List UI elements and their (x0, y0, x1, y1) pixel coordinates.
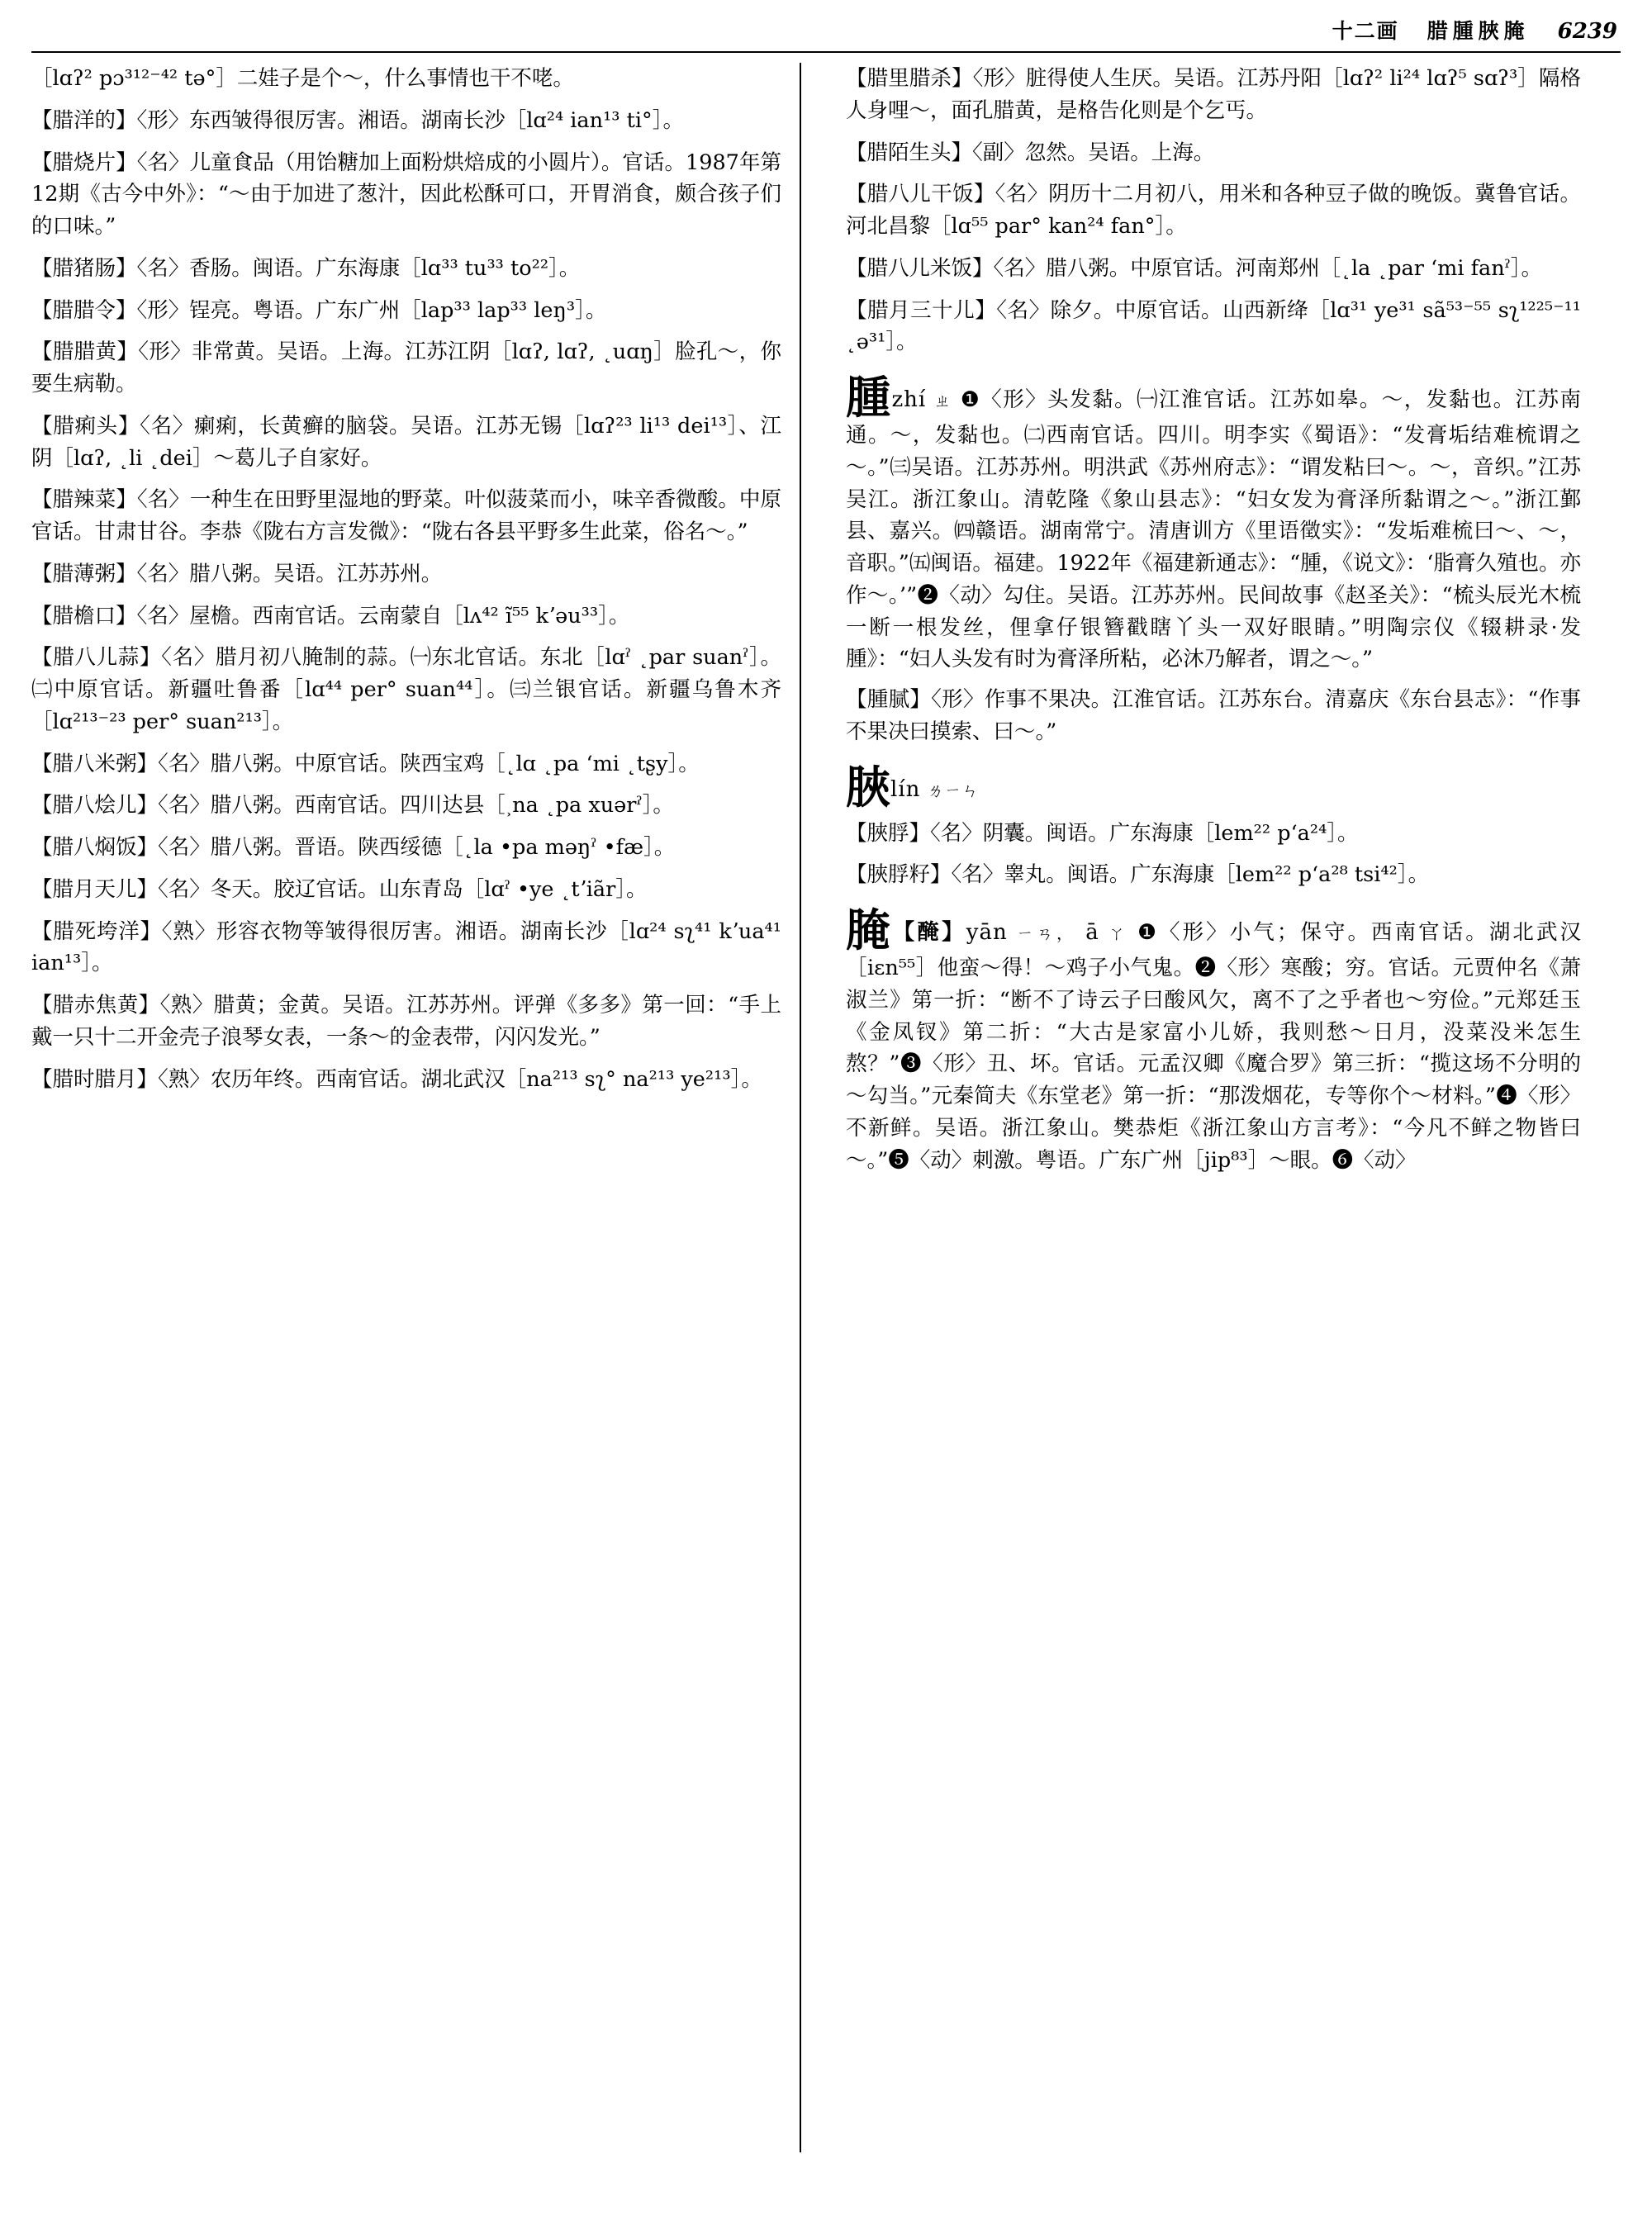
header-divider-rule (31, 51, 1621, 53)
entry-lalilasha: 【腊里腊杀】〈形〉脏得使人生厌。吴语。江苏丹阳［lɑʔ² li²⁴ lɑʔ⁵ sɑʔ³］隔格人身哩～，面孔腊黄，是格告化则是个乞丐。 (846, 66, 1581, 123)
headword-entry-zhi (846, 371, 1582, 676)
entry-lalitou: 【腊痢头】〈名〉瘌痢，长黄癣的脑袋。吴语。江苏无锡［lɑʔ²³ li¹³ dei¹³］、江阴［lɑʔ, ˛li ˛dei］～葛儿子自家好。 (31, 413, 781, 471)
entry-lamoshengtou: 【腊陌生头】〈副〉忽然。吴语。上海。 (846, 140, 1215, 165)
headword-pinyin-lin: lín (890, 776, 921, 802)
headword-pinyin-yan-alt: ā (1085, 920, 1099, 945)
headword-definition-zhi: ❶〈形〉头发黏。㈠江淮官话。江苏如皋。～，发黏也。江苏南通。～，发黏也。㈡西南官话。四川。明李实《蜀语》：“发膏垢结难梳谓之～。”㈢吴语。江苏苏州。明洪武《苏州府志》：“谓发粘曰～。～，音织。”江苏吴江。浙江象山。清乾隆《象山县志》：“妇女发为膏泽所黏谓之～。”浙江鄞县、嘉兴。㈣赣语。湖南常宁。清唐训方《里语徵实》：“发垢难梳曰～、～，音职。”㈤闽语。福建。1922年《福建新通志》：“腫，《说文》：‘脂膏久殖也。亦作～。’”❷〈动〉勾住。吴语。江苏苏州。民间故事《赵圣关》：“梳头辰光木梳一断一根发丝，俚拿仔银簪戳瞎丫头一双好眼睛。”明陶宗仪《辍耕录·发腫》：“妇人头发有时为膏泽所粘，必沐乃解者，谓之～。” (846, 387, 1582, 672)
entry-zhini: 【腫腻】〈形〉作事不果决。江淮官话。江苏东台。清嘉庆《东台县志》：“作事不果决曰摸索、曰～。” (846, 687, 1581, 744)
header-section: 十二画 (1332, 19, 1399, 43)
entry-lachijiaohuang: 【腊赤焦黄】〈熟〉腊黄；金黄。吴语。江苏苏州。评弹《多多》第一回：“手上戴一只十二开金壳子浪琴女表，一条～的金表带，闪闪发光。” (31, 993, 781, 1050)
entry-continuation: ［lɑʔ² pɔ³¹²⁻⁴² tə°］二娃子是个～，什么事情也干不咾。 (31, 66, 574, 91)
headword-variant-yan: 【醃】 (893, 920, 966, 945)
headword-zhuyin-lin: ㄌㄧㄣ (927, 780, 980, 800)
page-number: 6239 (1557, 19, 1617, 44)
headword-entry-lin (846, 760, 1581, 814)
entry-labozhou: 【腊薄粥】〈名〉腊八粥。吴语。江苏苏州。 (31, 561, 443, 586)
headword-pinyin-zhi: zhí (891, 387, 927, 412)
headword-entry-yan (846, 904, 1582, 1176)
entry-layuetianer: 【腊月天儿】〈名〉冬天。胶辽官话。山东青岛［lɑˀ •ye ˛tʼiãr］。 (31, 876, 648, 902)
entry-lalahuang: 【腊腊黄】〈形〉非常黄。吴语。上海。江苏江阴［lɑʔ, lɑʔ, ˛uɑŋ］脸孔～，你要生病勒。 (31, 339, 781, 396)
headword-character-yan: 腌 (846, 904, 894, 956)
right-column (813, 63, 1581, 2210)
entry-labaerganfan: 【腊八儿干饭】〈名〉阴历十二月初八，用米和各种豆子做的晚饭。冀鲁官话。河北昌黎［lɑ⁵⁵ par° kan²⁴ fan°］。 (846, 182, 1581, 239)
headword-character-lin: 脥 (846, 760, 890, 814)
entry-lashaopian: 【腊烧片】〈名〉儿童食品（用饴糖加上面粉烘焙成的小圆片）。官话。1987年第12期《古今中外》：“～由于加进了葱汁，因此松酥可口，开胃消食，颇合孩子们的口味。” (31, 149, 781, 239)
header-characters: 腊腫脥腌 (1427, 19, 1530, 43)
entry-lazhaode: 【腊洋的】〈形〉东西皱得很厉害。湘语。湖南长沙［lɑ²⁴ ian¹³ ti°］。 (31, 107, 685, 133)
headword-zhuyin-yan-alt: ㄚ (1108, 923, 1128, 943)
headword-definition-yan: ❶〈形〉小气；保守。西南官话。湖北武汉［iɛn⁵⁵］他蛮～得！～鸡子小气鬼。❷〈形〉寒酸；穷。官话。元贾仲名《萧淑兰》第一折：“断不了诗云子曰酸风欠，离不了之乎者也～穷俭。”元郑廷玉《金凤钗》第二折：“大古是家富小儿娇，我则愁～日月，没菜没米怎生熬？”❸〈形〉丑、坏。官话。元孟汉卿《魔合罗》第三折：“揽这场不分明的～勾当。”元秦简夫《东堂老》第一折：“那泼烟花，专等你个～材料。”❹〈形〉不新鲜。吴语。浙江象山。樊恭炬《浙江象山方言考》：“今凡不鲜之物皆曰～。”❺〈动〉刺激。粤语。广东广州［jip⁸³］～眼。❻〈动〉 (846, 920, 1582, 1173)
entry-labaermifan: 【腊八儿米饭】〈名〉腊八粥。中原官话。河南郑州［˛la ˛par ʻmi fanˀ］。 (846, 255, 1543, 281)
entry-lachankou: 【腊檐口】〈名〉屋檐。西南官话。云南蒙自［lʌ⁴² ĩ⁵⁵ kʼəu³³］。 (31, 603, 630, 629)
page-columns (31, 63, 1621, 2210)
entry-lalacai: 【腊辣菜】〈名〉一种生在田野里湿地的野菜。叶似菠菜而小，味辛香微酸。中原官话。甘肃甘谷。李恭《陇右方言发微》：“陇右各县平野多生此菜，俗名～。” (31, 487, 781, 544)
left-column (31, 63, 800, 2210)
headword-character-zhi: 腫 (846, 371, 892, 424)
entry-lazhuchang: 【腊猪肠】〈名〉香肠。闽语。广东海康［lɑ³³ tu³³ to²²］。 (31, 255, 581, 281)
headword-pinyin-yan: yān (966, 920, 1008, 945)
entry-lasikuayang: 【腊死垮洋】〈熟〉形容衣物等皱得很厉害。湘语。湖南长沙［lɑ²⁴ sʅ⁴¹ kʼua⁴¹ ian¹³］。 (31, 918, 781, 976)
entry-labahuier: 【腊八烩儿】〈名〉腊八粥。西南官话。四川达县［˲na ˛pa xuərˀ］。 (31, 793, 674, 818)
entry-linfu: 【脥脬】〈名〉阴囊。闽语。广东海康［lem²² pʻa²⁴］。 (846, 820, 1359, 846)
entry-layuesanshier: 【腊月三十儿】〈名〉除夕。中原官话。山西新绛［lɑ³¹ ye³¹ sã⁵³⁻⁵⁵ sʅ¹²²⁵⁻¹¹ ˛ə³¹］。 (846, 297, 1581, 355)
entry-labamizhou: 【腊八米粥】〈名〉腊八粥。中原官话。陕西宝鸡［˛lɑ ˛pa ʻmi ˛tʂy］。 (31, 751, 700, 776)
column-divider (800, 63, 801, 2152)
entry-linfuzi: 【脥脬籽】〈名〉睾丸。闽语。广东海康［lem²² pʻa²⁸ tsi⁴²］。 (846, 862, 1430, 888)
entry-labaersuan: 【腊八儿蒜】〈名〉腊月初八腌制的蒜。㈠东北官话。东北［lɑˀ ˛par suanˀ］。㈡中原官话。新疆吐鲁番［lɑ⁴⁴ per° suan⁴⁴］。㈢兰银官话。新疆乌鲁木齐［lɑ²¹³⁻²³ per° suan²¹³］。 (31, 645, 781, 734)
entry-lashilayue: 【腊时腊月】〈熟〉农历年终。西南官话。湖北武汉［na²¹³ sʅ° na²¹³ ye²¹³］。 (31, 1066, 762, 1092)
headword-zhuyin-yan: ㄧㄢ， (1016, 923, 1077, 943)
entry-lalaling: 【腊腊令】〈形〉锃亮。粤语。广东广州［lap³³ lap³³ leŋ³］。 (31, 297, 607, 323)
page-header (1332, 15, 1617, 45)
entry-labamenfan: 【腊八焖饭】〈名〉腊八粥。晋语。陕西绥德［˛la •pa məŋˀ •fæ］。 (31, 835, 676, 860)
headword-zhuyin-zhi: ㄓ (933, 391, 953, 410)
